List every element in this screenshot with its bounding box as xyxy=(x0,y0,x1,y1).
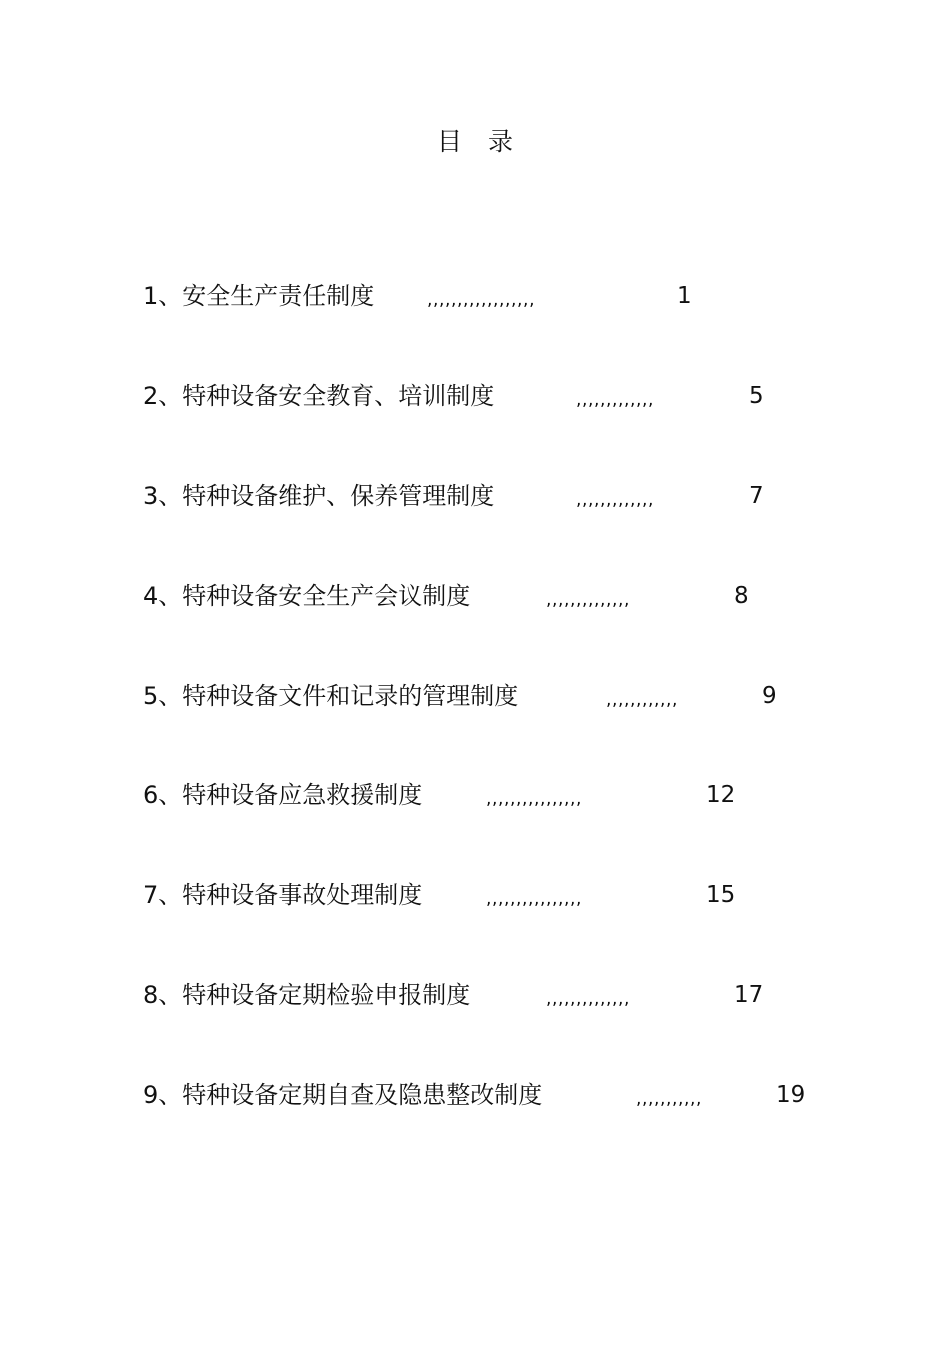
toc-entry-page-number: 9 xyxy=(762,683,777,709)
toc-title-char-1: 目 xyxy=(436,127,462,156)
toc-entry-3[interactable] xyxy=(0,476,950,516)
toc-entry-page-number: 19 xyxy=(776,1082,806,1108)
toc-entry-page-number: 15 xyxy=(706,882,736,908)
toc-entry-leader: ,,,,,,,,,,,,,, xyxy=(546,989,631,1009)
toc-entry-leader: ,,,,,,,,,,,,, xyxy=(576,490,655,510)
toc-entry-8[interactable] xyxy=(0,975,950,1015)
toc-entry-leader: ,,,,,,,,,,,, xyxy=(606,690,679,710)
toc-entry-leader: ,,,,,,,,,,,,,, xyxy=(546,590,631,610)
toc-entry-label: 8、特种设备定期检验申报制度 xyxy=(143,981,471,1009)
toc-entry-page-number: 7 xyxy=(749,483,764,509)
toc-entry-label: 7、特种设备事故处理制度 xyxy=(143,881,423,909)
toc-entry-leader: ,,,,,,,,,,,,,,,,,, xyxy=(427,290,536,310)
toc-entry-label: 1、安全生产责任制度 xyxy=(143,282,375,310)
toc-entry-6[interactable] xyxy=(0,775,950,815)
toc-entry-page-number: 1 xyxy=(677,283,692,309)
toc-title xyxy=(0,124,950,160)
toc-entry-page-number: 8 xyxy=(734,583,749,609)
toc-entry-label: 3、特种设备维护、保养管理制度 xyxy=(143,482,495,510)
toc-entry-leader: ,,,,,,,,,,,,,,,, xyxy=(486,789,583,809)
toc-entry-label: 9、特种设备定期自查及隐患整改制度 xyxy=(143,1081,543,1109)
toc-entry-leader: ,,,,,,,,,,, xyxy=(636,1089,703,1109)
toc-entry-leader: ,,,,,,,,,,,,, xyxy=(576,390,655,410)
toc-entry-4[interactable] xyxy=(0,576,950,616)
toc-entry-1[interactable] xyxy=(0,276,950,316)
toc-entry-label: 2、特种设备安全教育、培训制度 xyxy=(143,382,495,410)
toc-entry-label: 5、特种设备文件和记录的管理制度 xyxy=(143,682,519,710)
toc-entry-5[interactable] xyxy=(0,676,950,716)
toc-entry-page-number: 12 xyxy=(706,782,736,808)
toc-title-char-2: 录 xyxy=(488,127,514,156)
toc-entry-page-number: 17 xyxy=(734,982,764,1008)
toc-entry-9[interactable] xyxy=(0,1075,950,1115)
toc-entry-7[interactable] xyxy=(0,875,950,915)
toc-entry-label: 6、特种设备应急救援制度 xyxy=(143,781,423,809)
toc-entry-page-number: 5 xyxy=(749,383,764,409)
toc-entry-leader: ,,,,,,,,,,,,,,,, xyxy=(486,889,583,909)
toc-entry-label: 4、特种设备安全生产会议制度 xyxy=(143,582,471,610)
toc-entry-2[interactable] xyxy=(0,376,950,416)
